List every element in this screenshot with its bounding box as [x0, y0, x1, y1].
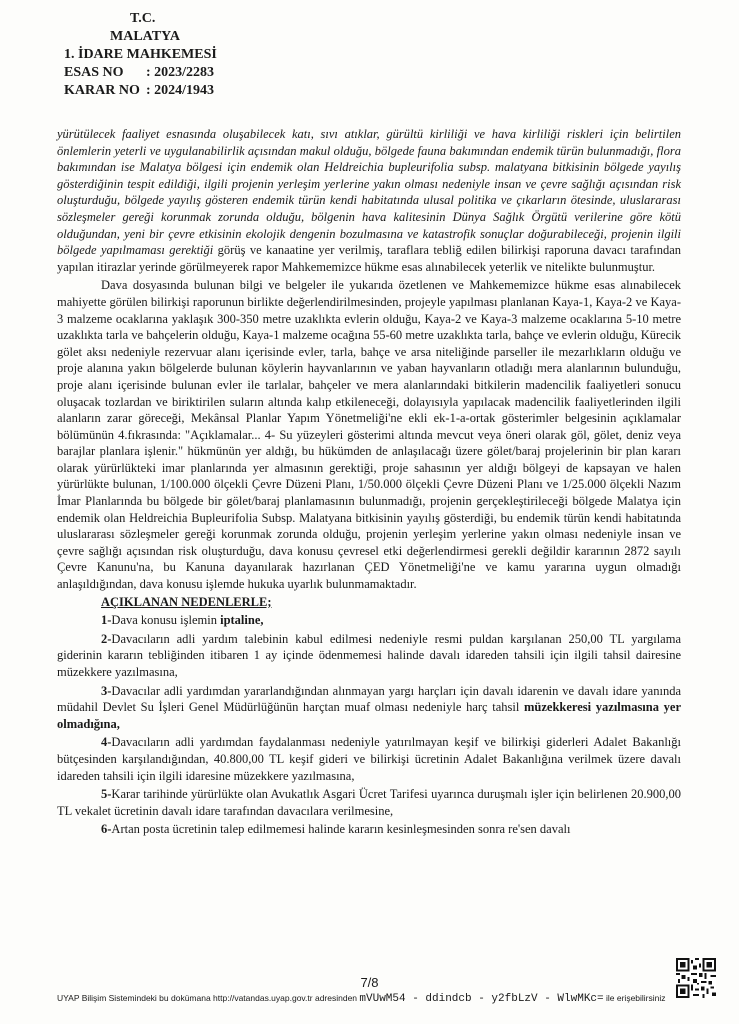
ruling-item-3	[57, 683, 681, 733]
tc-label: T.C.	[130, 11, 156, 26]
item-text: Davacıların adli yardım talebinin kabul edilmesi nedeniyle resmi puldan karşılanan 250,00 TL yargılama giderinin kararın tebliğinden itibaren 1 ay içinde ödenmemesi halinde davalı idareden tahsili için ilgili tahsil dairesine müzekkere yazılmasına,	[57, 631, 681, 679]
item-number: 3-	[101, 683, 112, 698]
item-number: 6-	[101, 822, 112, 837]
karar-row	[64, 82, 217, 100]
city-name: MALATYA	[110, 29, 181, 44]
report-conclusion: görüş ve kanaatine yer verilmiş, taraflara tebliğ edilen bilirkişi raporuna davacı tarafından yapılan itirazlar yerinde görülmeyerek rapor Mahkememizce hükme esas alınabilecek yeterlik ve nitelikte bulunmuştur.	[57, 243, 682, 274]
item-text: Davacıların adli yardımdan faydalanması nedeniyle yatırılmayan keşif ve bilirkişi giderleri Adalet Bakanlığı bütçesinden karşılandığından, 40.800,00 TL keşif gideri ve bilirkişi ücretinin Adalet Bakanlığına verilmek üzere davalı idareden tahsili için ilgili idaresine müzekkere yazılmasına,	[57, 735, 681, 783]
item-number: 5-	[101, 787, 112, 802]
report-quote: yürütülecek faaliyet esnasında oluşabilecek katı, sıvı atıklar, gürültü kirliliği ve hava kirliliği riskleri için belirtilen önlemlerin yeterli ve uygulanabilirlik açısından makul olduğu, bölgede fauna bakımından endemik türün bulunmadığı, flora bakımından ise Malatya bölgesi için endemik olan Heldreichia bupleurifolia subsp. malatyana bitkisinin bölgede yayılış gösterdiğinin tespit edildiği, ilgili projenin yerleşim yerlerine yakın olması nedeniyle insan ve çevre sağlığı açısından risk oluşturduğu, bölgede yayılış gösteren endemik türün kendi habitatında ulusal politika ve çıkarların ötesinde, uluslararası sözleşmeler gereği korunmak zorunda olduğu, bölgenin hava kalitesinin Dünya Sağlık Örgütü verilerine göre kötü olduğundan, yeni bir çevre etkisinin ekolojik dengenin bozulmasına ve katastrofik sonuçlar doğurabileceği, projenin ilgili bölgede yapılmaması gerektiği	[57, 127, 681, 258]
esas-label: ESAS NO	[64, 65, 124, 80]
section-heading: AÇIKLANAN NEDENLERLE;	[101, 594, 272, 609]
ruling-item-4	[57, 734, 681, 784]
esas-value: : 2023/2283	[146, 65, 215, 80]
item-text: Davacılar adli yardımdan yararlandığından alınmayan yargı harçları için davalı idarenin ve davalı idare yanında müdahil Devlet Su İşleri Genel Müdürlüğünün harçtan muaf olması nedeniyle harç tahsil	[57, 683, 681, 715]
page-number: 7/8	[360, 975, 379, 990]
uyap-footer	[57, 993, 666, 1005]
paragraph-report-summary	[57, 126, 681, 275]
item-number: 4-	[101, 735, 112, 750]
karar-label: KARAR NO	[64, 83, 140, 98]
footer-prefix: UYAP Bilişim Sistemindeki bu dokümana http://vatandas.uyap.gov.tr adresinden	[57, 993, 360, 1003]
item-emphasis: müzekkeresi yazılmasına yer olmadığına,	[57, 700, 681, 731]
item-text: Dava konusu işlemin	[111, 613, 221, 628]
item-text: Karar tarihinde yürürlükte olan Avukatlık Asgari Ücret Tarifesi uyarınca duruşmalı işler için belirlenen 20.900,00 TL vekalet ücretinin davalı idare tarafından davacılara verilmesine,	[57, 787, 681, 818]
esas-row	[64, 64, 217, 82]
paragraph-evaluation: Dava dosyasında bulunan bilgi ve belgeler ile yukarıda özetlenen ve Mahkememizce hükme esas alınabilecek mahiyette görülen bilirkişi raporunun birlikte değerlendirilmesinden, projeyle yapılması planlanan Kaya-1, Kaya-2 ve Kaya-3 malzeme ocaklarına yaklaşık 300-350 metre uzaklıkta evlerin olduğu, Kaya-2 ve Kaya-3 malzeme ocaklarına 5-10 metre uzaklıkta tarla ve bahçelerin olduğu, Kaya-1 malzeme ocağına 55-60 metre uzaklıkta tarla, bahçe ve evlerin olduğu, Kürecik gölet aksı nedeniyle rezervuar alanı içerisinde evler, tarla, bahçe ve arsa niteliğinde parseller ile mezarlıkların olduğu ve proje alanına yakın bölgelerde bulunan köylerin hayvanlarının ve yaban hayvanların otladığı mera alanlarının bulunduğu, proje alanı içerisinde bulunan evler ile tarlalar, bahçeler ve mera alanlarındaki bitkilerin madencilik faaliyetleri sonucu oluşacak tozlardan ve biriktirilen suların altında kalıp etkileneceği, dolayısıyla yapılacak madencilik faaliyetlerinden ilgili alanların zarar göreceği, Mekânsal Planlar Yapım Yönetmeliği'ne ekli ek-1-a-ortak gösterimler belgesinin açıklamalar bölümünün 4.fıkrasında: "Açıklamalar... 4- Su yüzeyleri gösterimi altında mevcut veya öneri olarak göl, gölet, deniz veya barajlar planlara işlenir." hükmünün yer aldığı, bu hükümden de anlaşılacağı üzere gölet/baraj projelerinin bir plan kararı olarak yürürlükteki imar planlarında yer almasının gerektiği, proje sahasının yer aldığı bölgeyi de kapsayan ve halen yürürlükte bulunan, 1/100.000 ölçekli Çevre Düzeni Planı, 1/50.000 ölçekli Çevre Düzeni Planı ve 1/25.000 ölçekli Nazım İmar Planlarında bu bölgede bir gölet/baraj planlamasının bulunmadığı, projenin gerçekleştirileceği bölgede Malatya için endemik olan Heldreichia Bupleurifolia Subsp. Malatyana bitkisinin yayılış gösterdiği, bu endemik türün kendi habitatında uluslararası sözleşmeler gereği korunmak zorunda olduğu, projenin yerleşim yerlerine yakın olması nedeniyle insan ve çevre sağlığı açısından risk oluşturduğu, dava konusu çevresel etki değerlendirmesi gerekli değildir kararının 2872 sayılı Çevre Kanunu'na, bu Kanuna dayanılarak hazırlanan ÇED Yönetmeliği'ne ve kamu yararına uygun olmadığı anlaşıldığından, dava konusu işlemde hukuka uyarlık bulunmamaktadır.	[57, 278, 681, 592]
item-number: 2-	[101, 631, 112, 646]
document-body	[57, 126, 681, 838]
item-number: 1-	[101, 613, 112, 628]
court-name: 1. İDARE MAHKEMESİ	[64, 47, 217, 62]
item-emphasis: iptaline,	[220, 613, 264, 628]
ruling-item-2	[57, 631, 681, 681]
document-header	[64, 10, 217, 100]
item-text: Artan posta ücretinin talep edilmemesi halinde kararın kesinleşmesinden sonra re'sen davalı	[111, 822, 571, 837]
verification-code: mVUwM54 - ddindcb - y2fbLzV - WlwMKc=	[359, 993, 604, 1005]
karar-value: : 2024/1943	[146, 83, 215, 98]
qr-code-icon	[676, 958, 716, 998]
ruling-item-6	[57, 821, 681, 838]
ruling-item-5	[57, 786, 681, 819]
footer-suffix: ile erişebilirsiniz	[603, 993, 666, 1003]
ruling-item-1	[57, 612, 681, 629]
